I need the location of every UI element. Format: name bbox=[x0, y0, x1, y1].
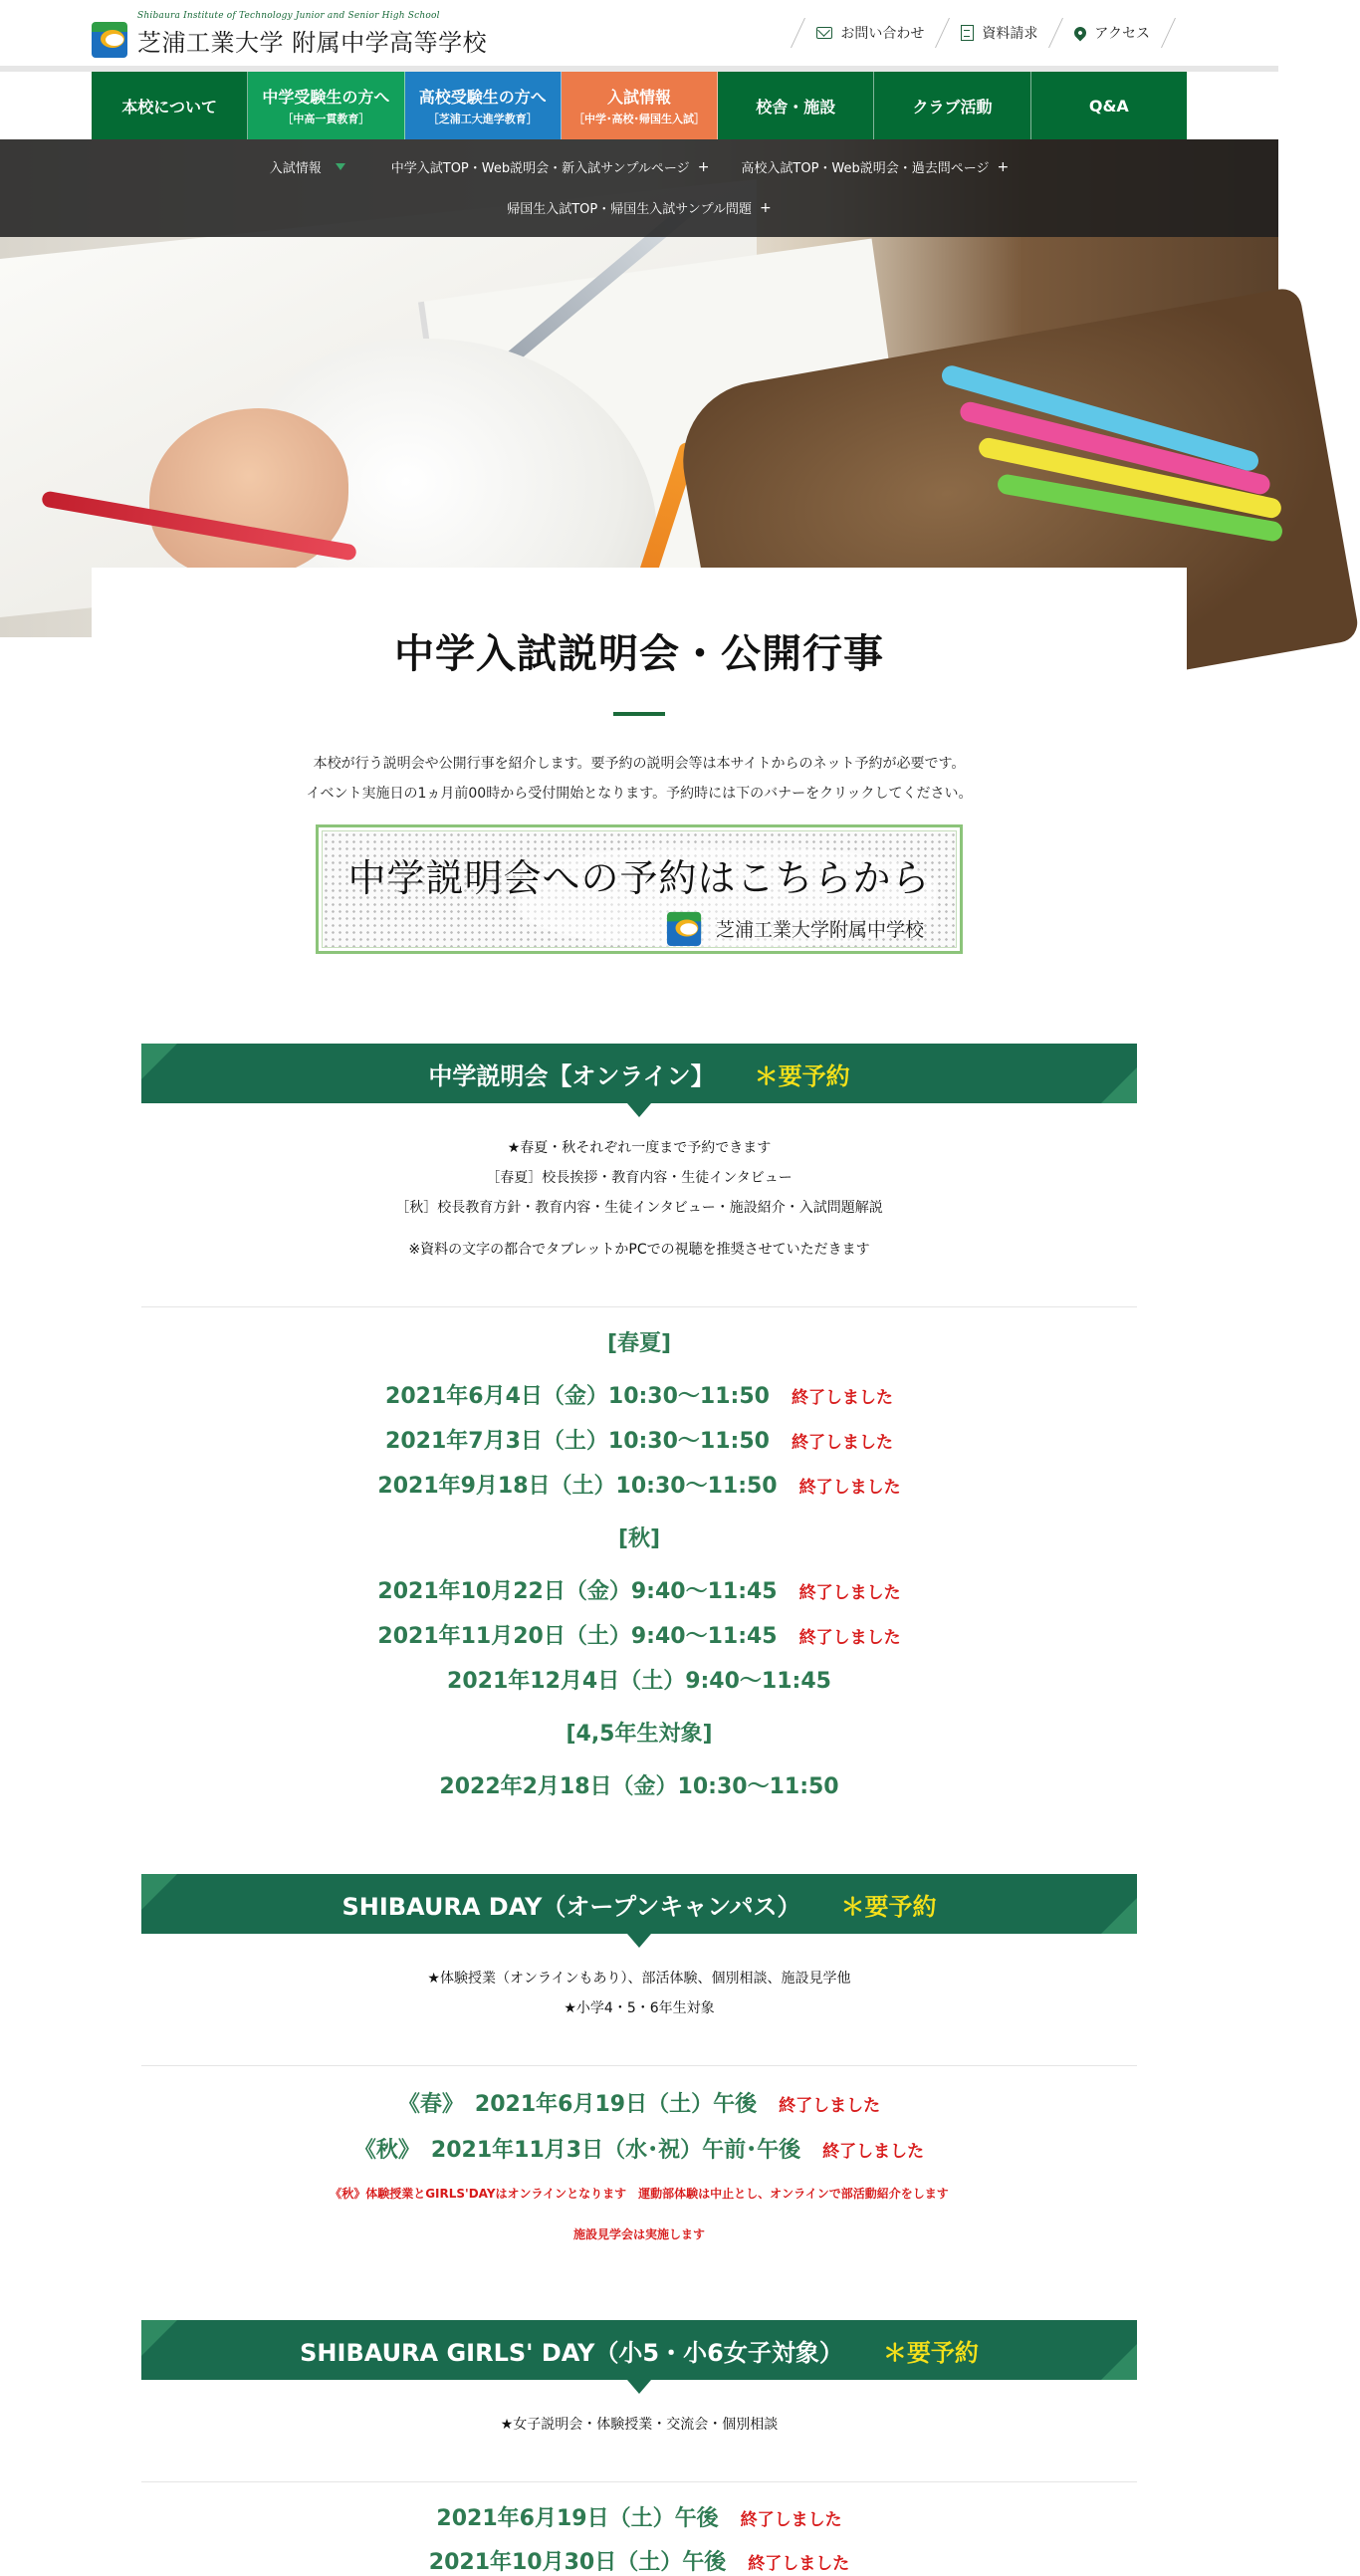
event-status: 終了しました bbox=[798, 1478, 901, 1498]
plus-icon: + bbox=[760, 199, 772, 216]
nav-about[interactable] bbox=[92, 72, 248, 139]
event-date: 2021年9月18日（土）10:30～11:50 bbox=[377, 1474, 778, 1499]
banner-school-name bbox=[666, 911, 924, 945]
event-date: 2021年10月22日（金）9:40～11:45 bbox=[377, 1579, 778, 1604]
subnav-current-label: 入試情報 bbox=[269, 161, 322, 176]
section-title: SHIBAURA DAY（オープンキャンパス） bbox=[341, 1892, 801, 1921]
site-header bbox=[0, 0, 1278, 72]
mail-icon bbox=[816, 27, 832, 39]
utility-nav bbox=[780, 18, 1187, 48]
site-logo[interactable] bbox=[92, 11, 488, 58]
nav-facilities[interactable] bbox=[718, 72, 874, 139]
event-status: 終了しました bbox=[791, 1433, 893, 1453]
section-heading-online-briefing bbox=[141, 1044, 1137, 1103]
event-date: 2021年6月19日（土）午後 bbox=[436, 2506, 719, 2531]
intro-line-2: イベント実施日の1ヵ月前00時から受付開始となります。予約時には下のバナーをクリックしてください。 bbox=[306, 786, 973, 802]
nav-clubs-label: クラブ活動 bbox=[912, 97, 993, 117]
section-title: SHIBAURA GIRLS' DAY（小5・小6女子対象） bbox=[300, 2338, 843, 2367]
reservation-required-label: ＊要予約 bbox=[754, 1061, 850, 1090]
event-date-row bbox=[92, 2087, 1187, 2118]
banner-school-label: 芝浦工業大学附属中学校 bbox=[715, 918, 924, 941]
page-title: 中学入試説明会・公開行事 bbox=[394, 631, 884, 677]
divider bbox=[141, 2481, 1137, 2482]
event-date: 2021年11月20日（土）9:40～11:45 bbox=[377, 1624, 778, 1649]
desc-line: ★女子説明会・体験授業・交流会・個別相談 bbox=[500, 2417, 779, 2433]
event-status: 終了しました bbox=[740, 2510, 842, 2530]
nav-clubs[interactable] bbox=[874, 72, 1030, 139]
season-label: [春夏] bbox=[606, 1331, 672, 1356]
nav-facilities-label: 校舎・施設 bbox=[756, 97, 836, 117]
event-date: 2021年6月4日（金）10:30～11:50 bbox=[385, 1384, 770, 1409]
event-status: 終了しました bbox=[798, 1628, 901, 1648]
divider bbox=[141, 1306, 1137, 1307]
desc-line: ★春夏・秋それぞれ一度まで予約できます bbox=[507, 1140, 772, 1156]
section-description bbox=[92, 1964, 1187, 2023]
nav-junior-applicants-label: 中学受験生の方へ bbox=[262, 88, 390, 107]
request-materials-link[interactable] bbox=[961, 23, 1037, 43]
subnav-returnee-top-label: 帰国生入試TOP・帰国生入試サンプル問題 bbox=[507, 202, 753, 217]
event-date: 2021年10月30日（土）午後 bbox=[428, 2550, 727, 2575]
plus-icon: + bbox=[997, 158, 1010, 175]
reservation-banner[interactable] bbox=[316, 824, 963, 954]
school-emblem-icon bbox=[92, 22, 131, 58]
logo-english-name: Shibaura Institute of Technology Junior and Senior High School bbox=[137, 11, 440, 21]
desc-line: ★小学4・5・6年生対象 bbox=[564, 2000, 715, 2016]
event-date: 《秋》 2021年11月3日（水･祝）午前･午後 bbox=[353, 2138, 801, 2163]
banner-title: 中学説明会への予約はこちらから bbox=[347, 856, 931, 900]
viewing-note: ※資料の文字の都合でタブレットかPCでの視聴を推奨させていただきます bbox=[408, 1242, 870, 1258]
subnav-junior-top-label: 中学入試TOP・Web説明会・新入試サンプルページ bbox=[390, 161, 690, 176]
season-label: [秋] bbox=[617, 1526, 661, 1551]
desc-line: ［秋］校長教育方針・教育内容・生徒インタビュー・施設紹介・入試問題解説 bbox=[395, 1200, 883, 1216]
subnav-current-section[interactable] bbox=[270, 157, 359, 176]
contact-link-label: お問い合わせ bbox=[840, 26, 925, 42]
event-status: 終了しました bbox=[748, 2554, 850, 2574]
contact-link[interactable] bbox=[816, 23, 924, 43]
event-date-row bbox=[92, 1769, 1187, 1800]
section-title: 中学説明会【オンライン】 bbox=[428, 1061, 715, 1090]
plus-icon: + bbox=[697, 158, 710, 175]
desc-line: ★体験授業（オンラインもあり）、部活体験、個別相談、施設見学他 bbox=[427, 1971, 851, 1987]
section-heading-open-campus bbox=[141, 1874, 1137, 1934]
event-date-row bbox=[92, 1469, 1187, 1500]
event-date-row bbox=[92, 1424, 1187, 1455]
event-date: 2021年12月4日（土）9:40～11:45 bbox=[447, 1669, 831, 1694]
nav-admissions[interactable] bbox=[562, 72, 718, 139]
access-link-label: アクセス bbox=[1094, 26, 1150, 42]
event-date-row bbox=[92, 1379, 1187, 1410]
nav-qa-label: Q&A bbox=[1088, 96, 1129, 116]
event-date-row bbox=[92, 2501, 1187, 2532]
autumn-notice: 《秋》体験授業とGIRLS'DAYはオンラインとなります 運動部体験は中止とし、オンラインで部活動紹介をします bbox=[330, 2187, 949, 2201]
logo-japanese-name: 芝浦工業大学 附属中学高等学校 bbox=[137, 29, 488, 57]
main-nav bbox=[92, 72, 1187, 139]
section-heading-girls-day bbox=[141, 2320, 1137, 2380]
nav-junior-applicants[interactable] bbox=[248, 72, 404, 139]
event-status: 終了しました bbox=[779, 2096, 881, 2116]
sub-nav bbox=[0, 139, 1278, 237]
school-emblem-icon bbox=[667, 912, 703, 944]
subnav-senior-top-label: 高校入試TOP・Web説明会・過去問ページ bbox=[741, 161, 990, 176]
subnav-senior-top[interactable] bbox=[741, 157, 1009, 176]
divider bbox=[141, 2065, 1137, 2066]
title-underline bbox=[613, 712, 665, 716]
desc-line: ［春夏］校長挨拶・教育内容・生徒インタビュー bbox=[486, 1170, 793, 1186]
event-date: 《春》 2021年6月19日（土）午後 bbox=[397, 2092, 758, 2117]
subnav-returnee-top[interactable] bbox=[507, 198, 772, 217]
nav-qa[interactable] bbox=[1031, 72, 1187, 139]
intro-line-1: 本校が行う説明会や公開行事を紹介します。要予約の説明会等は本サイトからのネット予約が必要です。 bbox=[313, 756, 966, 772]
nav-admissions-sub: ［中学･高校･帰国生入試］ bbox=[572, 113, 705, 125]
subnav-junior-top[interactable] bbox=[391, 157, 710, 176]
map-pin-icon bbox=[1072, 25, 1089, 42]
nav-admissions-label: 入試情報 bbox=[606, 88, 671, 107]
divider bbox=[1048, 18, 1063, 48]
document-icon bbox=[961, 25, 974, 41]
divider bbox=[1161, 18, 1176, 48]
chevron-down-icon bbox=[336, 163, 345, 170]
event-date-row bbox=[92, 1574, 1187, 1605]
access-link[interactable] bbox=[1074, 23, 1150, 43]
event-status: 終了しました bbox=[798, 1583, 901, 1603]
event-date: 2022年2月18日（金）10:30～11:50 bbox=[439, 1774, 839, 1799]
reservation-required-label: ＊要予約 bbox=[840, 1892, 937, 1921]
main-content bbox=[92, 568, 1187, 2575]
facility-tour-notice: 施設見学会は実施します bbox=[572, 2227, 705, 2241]
nav-senior-applicants-label: 高校受験生の方へ bbox=[418, 88, 547, 107]
nav-about-label: 本校について bbox=[121, 97, 217, 117]
event-status: 終了しました bbox=[822, 2142, 925, 2162]
intro-text bbox=[92, 749, 1187, 809]
section-description bbox=[92, 1133, 1187, 1223]
divider bbox=[791, 18, 805, 48]
section-description bbox=[92, 2410, 1187, 2440]
nav-junior-applicants-sub: ［中高一貫教育］ bbox=[282, 113, 370, 125]
divider bbox=[935, 18, 950, 48]
event-date-row bbox=[92, 2545, 1187, 2576]
request-materials-label: 資料請求 bbox=[982, 26, 1038, 42]
nav-senior-applicants-sub: ［芝浦工大進学教育］ bbox=[427, 113, 538, 125]
event-date-row bbox=[92, 1619, 1187, 1650]
reservation-required-label: ＊要予約 bbox=[882, 2338, 979, 2367]
event-date-row bbox=[92, 2133, 1187, 2164]
nav-senior-applicants[interactable] bbox=[405, 72, 562, 139]
event-date: 2021年7月3日（土）10:30～11:50 bbox=[385, 1429, 770, 1454]
event-date-row bbox=[92, 1664, 1187, 1695]
event-status: 終了しました bbox=[791, 1388, 893, 1408]
season-label: [4,5年生対象] bbox=[566, 1722, 713, 1747]
